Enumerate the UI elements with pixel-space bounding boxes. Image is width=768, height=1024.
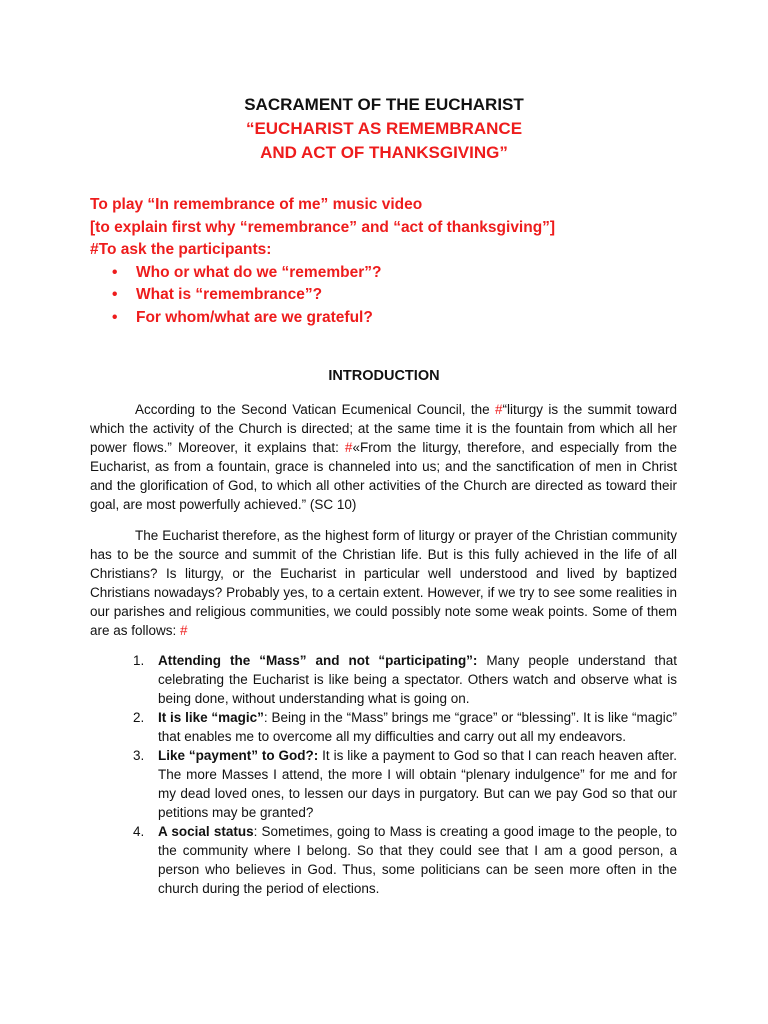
list-number: 3. [133,748,145,763]
list-item [90,651,677,708]
question-text: For whom/what are we grateful? [136,308,373,326]
weak-points-list [90,651,677,898]
paragraph-text: The Eucharist therefore, as the highest form of liturgy or prayer of the Christian community has to be the source and summit of the Christian life. But is this fully achieved in the life of all Christians? Is liturgy, or the Eucharist in particular well understood and lived by baptized Christians nowadays? Probably yes, to a certain extent. However, if we try to see some realities in our parishes and religious communities, we could possibly note some weak points. Some of them are as follows: [90,528,677,638]
list-number: 1. [133,653,145,668]
bullet-icon: • [112,286,118,303]
question-item [112,262,710,285]
point-heading: Like “payment” to God?: [158,748,319,763]
paragraph-text: According to the Second Vatican Ecumenical Council, the [135,402,496,417]
point-heading: A social status [158,824,254,839]
instruction-line-2: [to explain first why “remembrance” and “act of thanksgiving”] [90,218,556,236]
paragraph-text: “liturgy is the summit toward which the activity of the Church is directed; at the same time it is the fountain from which all her power flows.” Moreover, it explains that: [90,402,678,455]
paragraph-text: «From the liturgy, therefore, and especially from the Eucharist, as from a fountain, grace is channeled into us; and the sanctification of men in Christ and the glorification of God, to which all other activities of the Church are directed as toward their goal, are most powerfully achieved.” (SC 10) [90,440,677,512]
instruction-line-1: To play “In remembrance of me” music video [90,196,423,213]
point-text: It is like a payment to God so that I can reach heaven after. The more Masses I attend, the more I will obtain “plenary indulgence” for me and for my dead loved ones, to lessen our days in purgatory. But can we pay God so that our petitions may be granted? [158,748,677,820]
question-text: What is “remembrance”? [136,286,323,303]
slide-marker: # [495,402,503,417]
section-heading-introduction: INTRODUCTION [328,368,440,384]
question-text: Who or what do we “remember”? [136,263,382,281]
list-item [90,708,677,746]
paragraph-2 [90,526,677,640]
slide-marker: # [180,623,188,638]
point-text: Many people understand that celebrating the Eucharist is like being a spectator. Others watch and observe what is being done, without understanding what is going on. [158,653,678,706]
list-number: 2. [133,710,145,725]
bullet-icon: • [112,308,118,326]
question-item [112,284,710,307]
instruction-line-3: #To ask the participants: [90,241,272,258]
facilitator-instructions [90,194,710,329]
point-text: : Sometimes, going to Mass is creating a good image to the people, to the community where I belong. So that they could see that I am a good person, a person who believes in God. Thus, some politicians can be seen more often in the church during the period of elections. [158,824,677,896]
list-number: 4. [133,824,145,839]
list-item [90,746,677,822]
question-list [90,262,710,330]
list-item [90,822,677,898]
paragraph-1 [90,400,677,514]
point-heading: Attending the “Mass” and not “participating”: [158,653,478,668]
point-heading: It is like “magic” [158,710,264,725]
document-title [0,93,768,165]
question-item [112,307,710,330]
title-line-3: AND ACT OF THANKSGIVING” [260,143,508,162]
slide-marker: # [344,440,353,455]
title-line-2: “EUCHARIST AS REMEMBRANCE [245,119,523,138]
bullet-icon: • [112,263,118,281]
title-line-1: SACRAMENT OF THE EUCHARIST [244,95,524,114]
point-text: : Being in the “Mass” brings me “grace” or “blessing”. It is like “magic” that enables me to overcome all my difficulties and carry out all my endeavors. [158,710,677,744]
